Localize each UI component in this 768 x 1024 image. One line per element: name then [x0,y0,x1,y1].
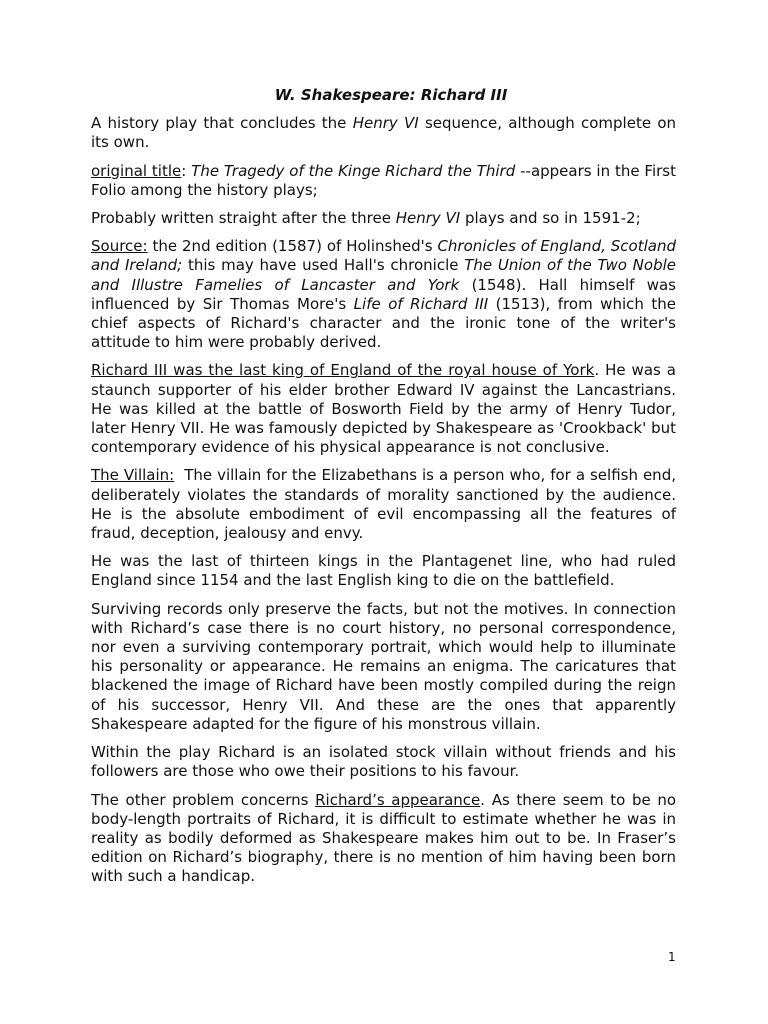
document-body [91,86,686,896]
richard-york-label: Richard III was the last king of England of the royal house of York [91,361,595,380]
paragraph-date: Probably written straight after the three Henry VI plays and so in 1591-2; [91,209,641,228]
page-title: W. Shakespeare: Richard III [274,86,508,104]
page-number: 1 [668,950,676,964]
paragraph-records: Surviving records only preserve the facts, but not the motives. In connection with Richard’s case there is no court history, no personal correspondence, nor even a surviving contemporary portrait, which would help to illuminate his personality or appearance. He remains an enigma. The caricatures that blackened the image of Richard have been mostly compiled during the reign of his successor, Henry VII. And these are the ones that apparently Shakespeare adapted for the figure of his monstrous villain. [91,599,676,733]
appearance-label: Richard’s appearance [315,790,481,809]
paragraph-richard-york: Richard III was the last king of England of the royal house of York. He was a staunch supporter of his elder brother Edward IV against the Lancastrians. He was killed at the battle of Bosworth Field by the army of Henry Tudor, later Henry VII. He was famously depicted by Shakespeare as 'Crookback' but contemporary evidence of his physical appearance is not conclusive. [91,361,676,457]
original-title-label: original title [91,161,182,180]
source-label: Source: [91,237,148,256]
paragraph-villain: The Villain: The villain for the Elizabethans is a person who, for a selfish end, deliberately violates the standards of morality sanctioned by the audience. He is the absolute embodiment of evil encompassing all the features of fraud, deception, jealousy and envy. [91,466,686,543]
paragraph-stock-villain: Within the play Richard is an isolated stock villain without friends and his followers are those who owe their positions to his favour. [91,743,676,781]
paragraph-appearance: The other problem concerns Richard’s appearance. As there seem to be no body-length portraits of Richard, it is difficult to estimate whether he was in reality as bodily deformed as Shakespeare makes him out to be. In Fraser’s edition on Richard’s biography, there is no mention of him having been born with such a handicap. [91,790,677,886]
paragraph-source: Source: the 2nd edition (1587) of Holinshed's Chronicles of England, Scotland and Ireland; this may have used Hall's chronicle The Union of the Two Noble and Illustre Famelies of Lancaster and York (1548). Hall himself was influenced by Sir Thomas More's Life of Richard III (1513), from which the chief aspects of Richard's character and the ironic tone of the writer's attitude to him were probably derived. [91,237,676,352]
paragraph-plantagenet: He was the last of thirteen kings in the Plantagenet line, who had ruled England since 1154 and the last English king to die on the battlefield. [91,552,676,590]
villain-label: The Villain: [91,466,175,485]
paragraph-intro: A history play that concludes the Henry VI sequence, although complete on its own. [91,114,677,152]
paragraph-original-title: original title: The Tragedy of the Kinge Richard the Third --appears in the First Folio among the history plays; [91,161,677,199]
